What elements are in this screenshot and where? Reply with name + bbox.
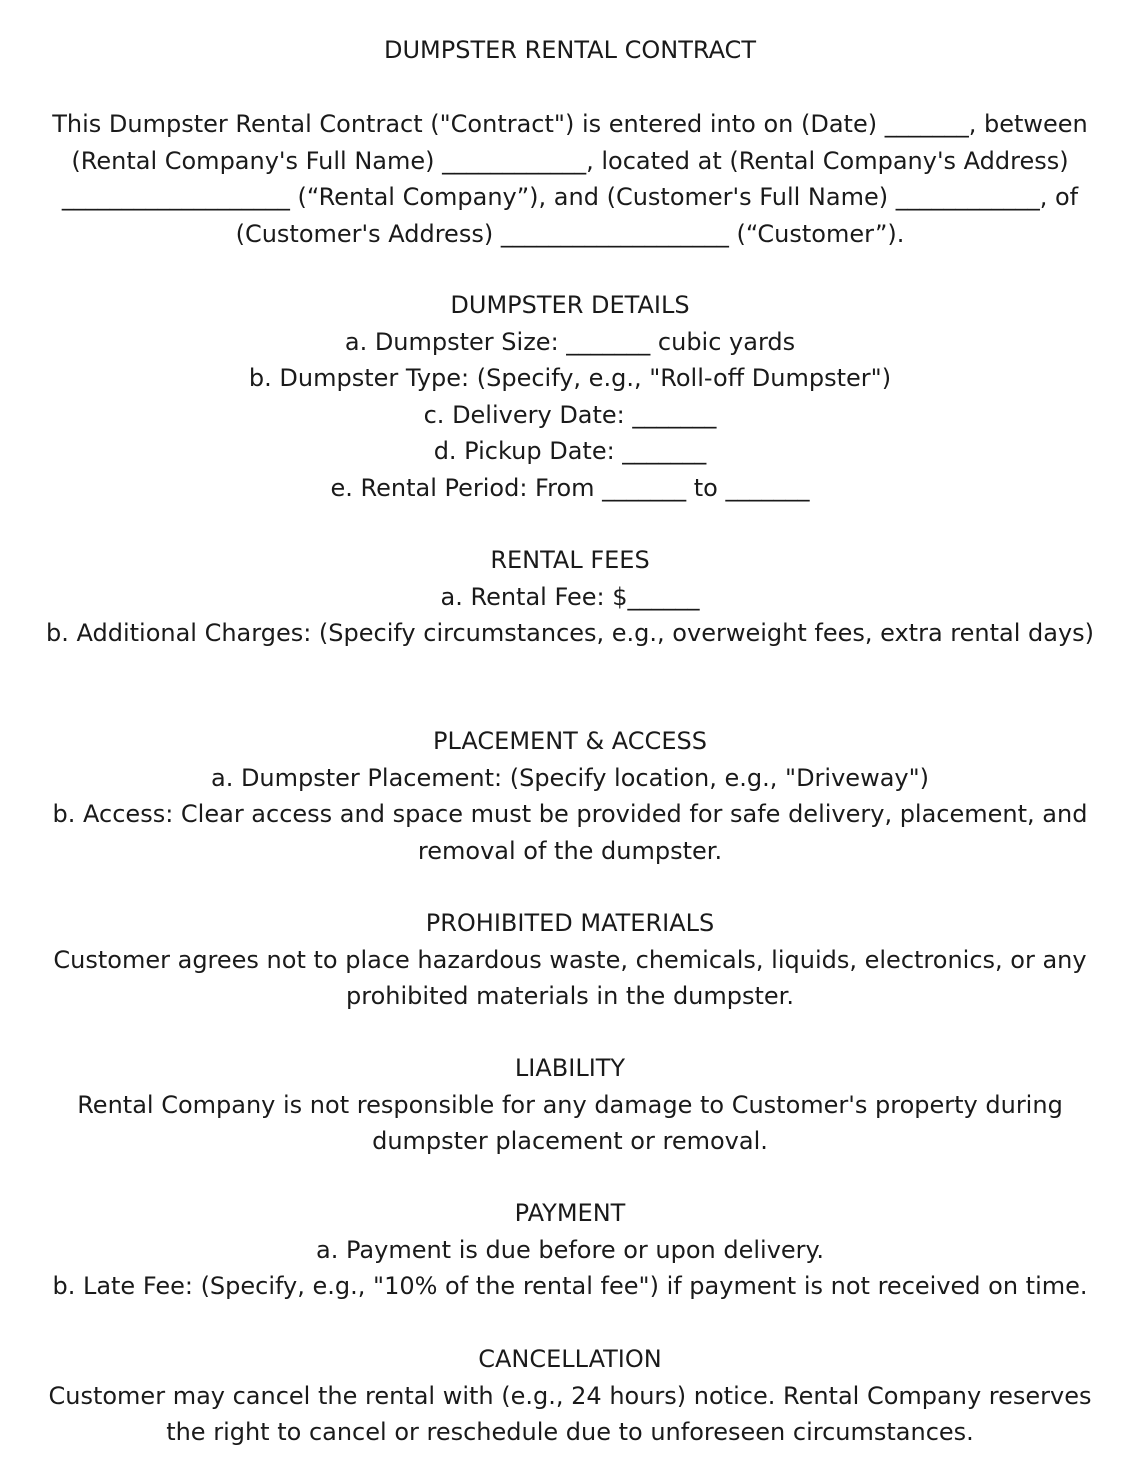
section-rental-fees (30, 542, 1110, 652)
fee-rental-line: a. Rental Fee: $______ (440, 582, 700, 611)
section-placement-access (30, 723, 1110, 869)
intro-paragraph: This Dumpster Rental Contract ("Contract") is entered into on (Date) _______, between (Rental Company's Full Name) ____________, located at (Rental Company's Address) ___________________ (“Rental Company”), and (Customer's Full Name) ____________, of (Customer's Address) ___________________ (“Customer”). (52, 110, 1088, 248)
section-heading: PLACEMENT & ACCESS (433, 727, 707, 755)
placement-location-line: a. Dumpster Placement: (Specify location, e.g., "Driveway") (210, 763, 930, 792)
payment-due-line: a. Payment is due before or upon delivery. (316, 1235, 824, 1264)
section-dumpster-details (30, 287, 1110, 506)
section-cancellation (30, 1341, 1110, 1451)
section-heading: CANCELLATION (478, 1345, 662, 1373)
placement-access-line: b. Access: Clear access and space must be provided for safe delivery, placement, and removal of the dumpster. (52, 800, 1088, 865)
section-liability (30, 1050, 1110, 1160)
detail-type-line: b. Dumpster Type: (Specify, e.g., "Roll-off Dumpster") (248, 364, 892, 392)
payment-late-fee-line: b. Late Fee: (Specify, e.g., "10% of the rental fee") if payment is not received on time. (52, 1272, 1088, 1300)
section-heading: DUMPSTER DETAILS (450, 291, 690, 319)
section-heading: PROHIBITED MATERIALS (425, 909, 715, 937)
fee-additional-line: b. Additional Charges: (Specify circumstances, e.g., overweight fees, extra rental days) (45, 619, 1095, 647)
section-payment (30, 1195, 1110, 1305)
section-heading: LIABILITY (514, 1054, 626, 1082)
cancellation-text: Customer may cancel the rental with (e.g., 24 hours) notice. Rental Company reserves the right to cancel or reschedule due to unforeseen circumstances. (48, 1381, 1092, 1446)
section-heading: RENTAL FEES (490, 546, 650, 574)
document-title: DUMPSTER RENTAL CONTRACT (384, 36, 756, 64)
detail-size-line: a. Dumpster Size: _______ cubic yards (344, 327, 796, 356)
detail-pickup-line: d. Pickup Date: _______ (433, 437, 707, 465)
prohibited-text: Customer agrees not to place hazardous waste, chemicals, liquids, electronics, or any prohibited materials in the dumpster. (53, 945, 1087, 1010)
detail-period-line: e. Rental Period: From _______ to _______ (330, 473, 810, 502)
section-prohibited-materials (30, 905, 1110, 1015)
liability-text: Rental Company is not responsible for any damage to Customer's property during dumpster placement or removal. (77, 1090, 1063, 1155)
section-heading: PAYMENT (514, 1199, 626, 1227)
detail-delivery-line: c. Delivery Date: _______ (423, 400, 717, 429)
